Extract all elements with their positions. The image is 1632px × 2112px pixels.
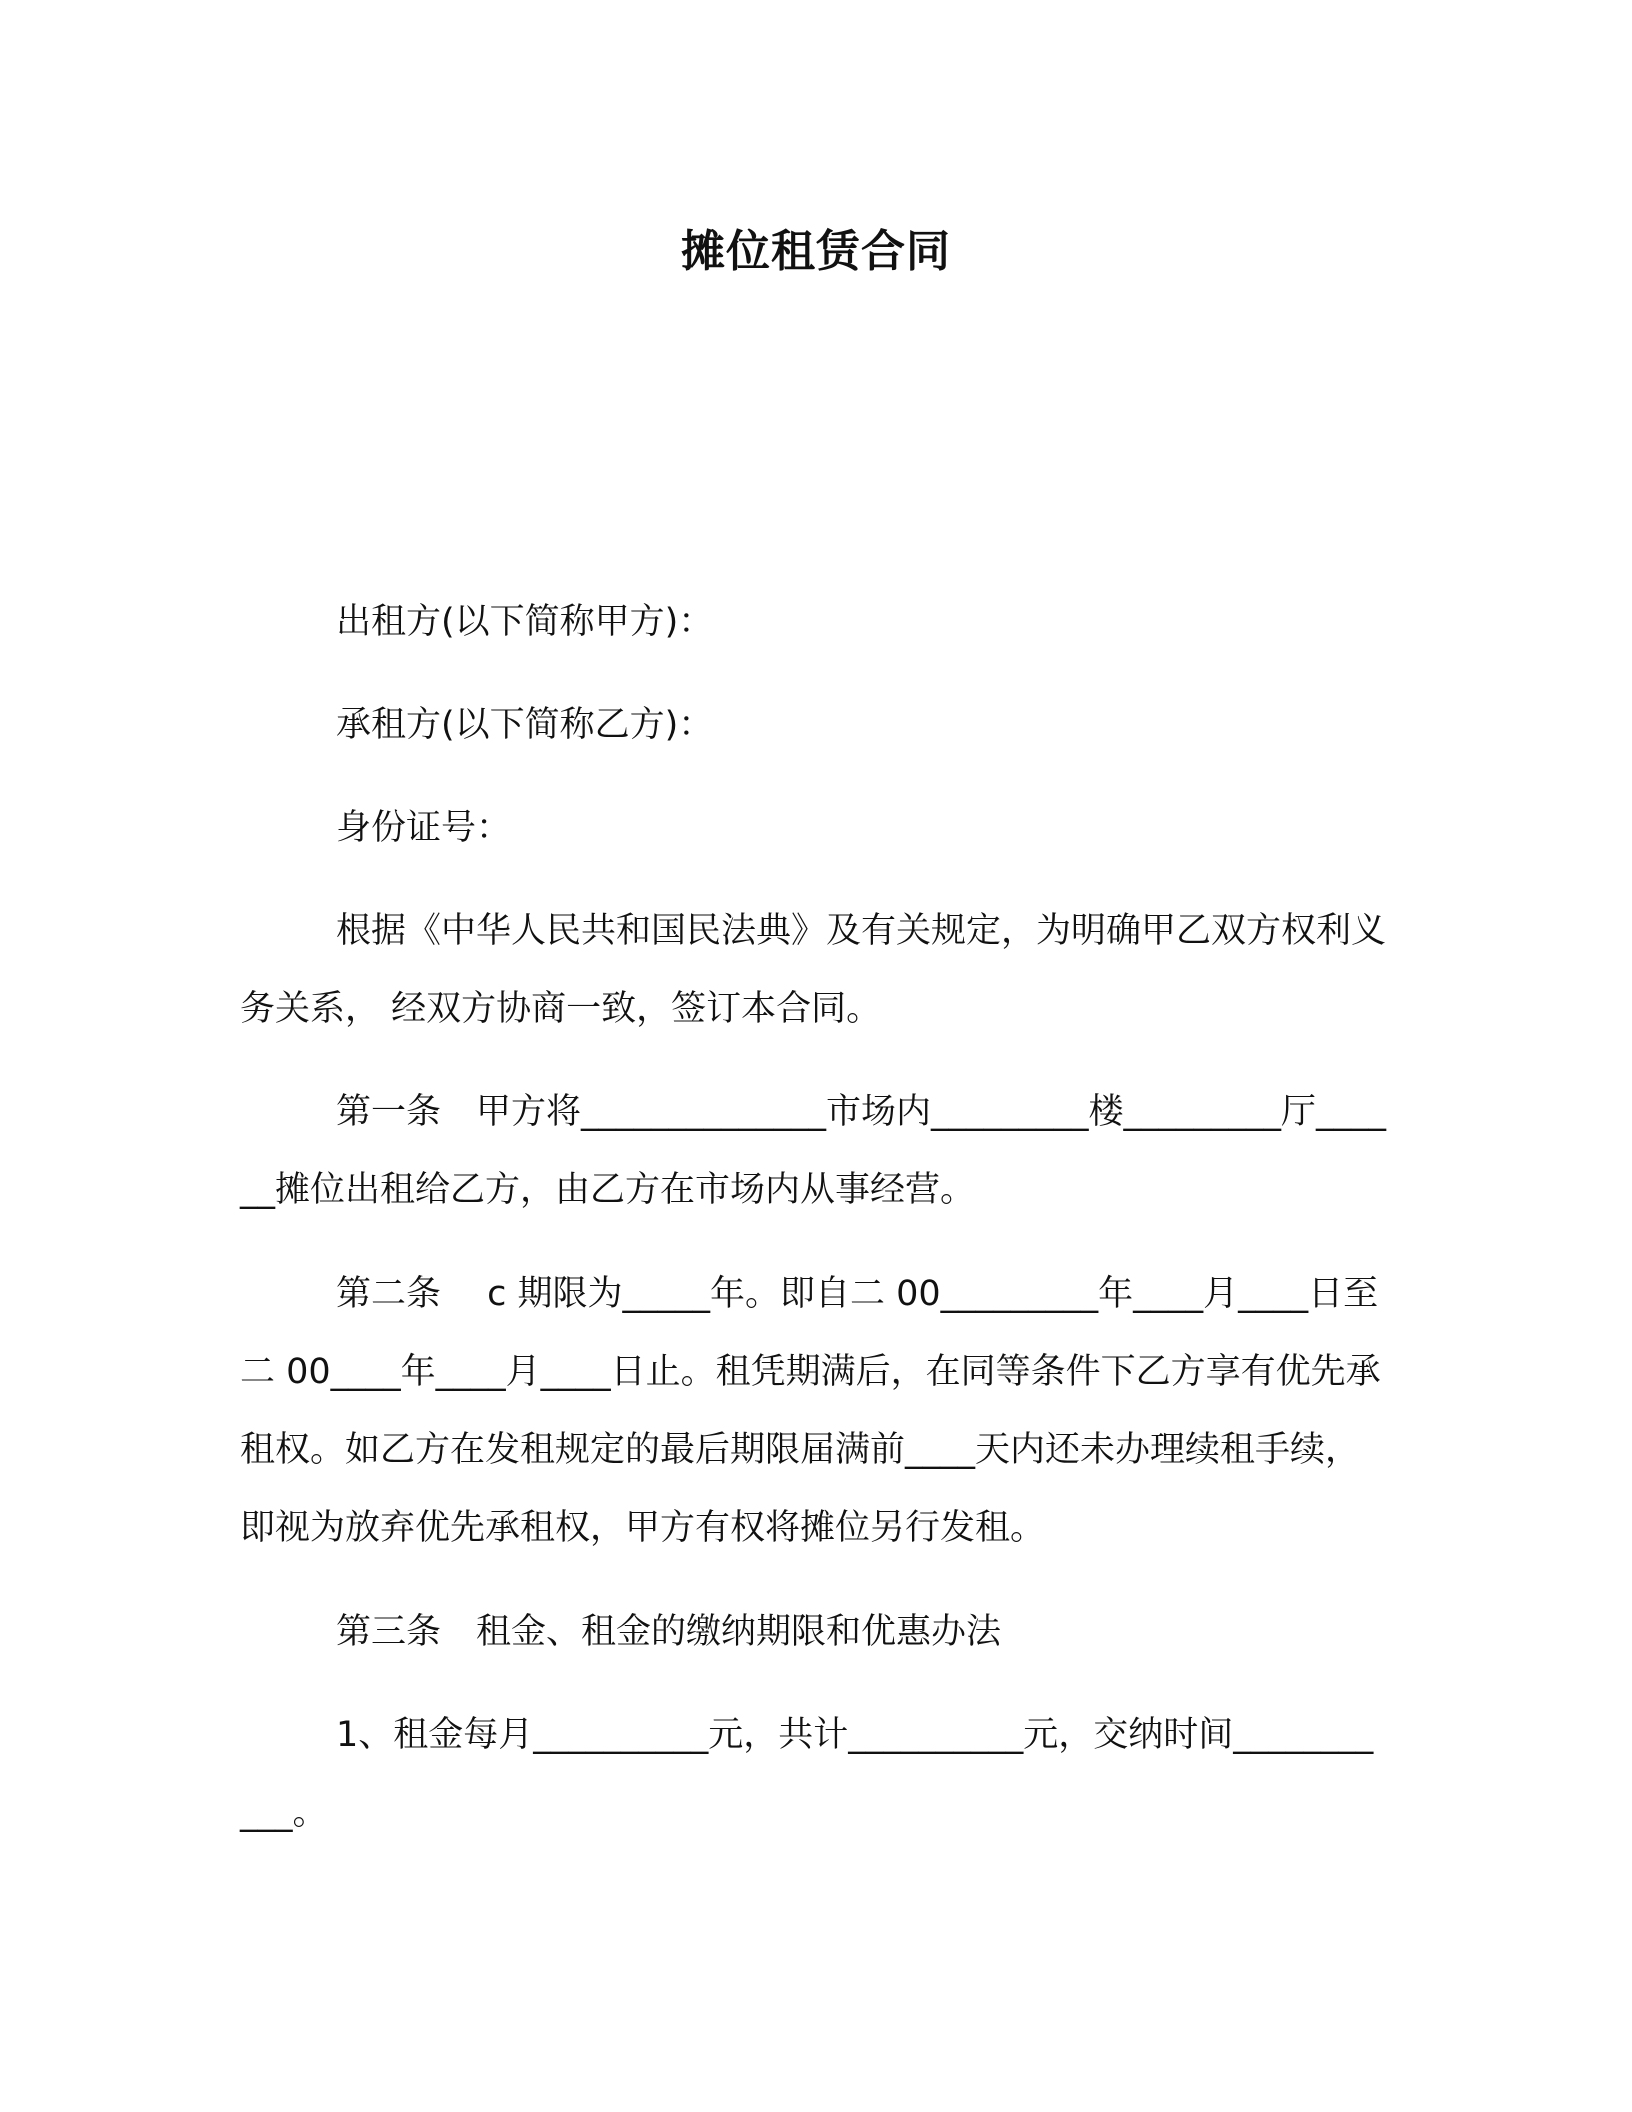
article-1-paragraph: 第一条 甲方将______________市场内_________楼_________厅______摊位出租给乙方，由乙方在市场内从事经营。 — [240, 1092, 1387, 1210]
article-2-paragraph: 第二条 c 期限为_____年。即自二 00_________年____月____日至二 00____年____月____日止。租凭期满后，在同等条件下乙方享有优先承租权。如乙方在发租规定的最后期限届满前____天内还未办理续租手续，即视为放弃优先承租权，甲方有权将摊位另行发租。 — [240, 1274, 1381, 1548]
id-number-line: 身份证号： — [336, 808, 512, 848]
rent-item-1-paragraph: 1、租金每月__________元，共计__________元，交纳时间___________。 — [240, 1715, 1374, 1833]
lessor-line: 出租方(以下简称甲方)： — [336, 602, 714, 642]
legal-basis-paragraph: 根据《中华人民共和国民法典》及有关规定，为明确甲乙双方权利义务关系， 经双方协商一致，签订本合同。 — [240, 911, 1387, 1029]
article-3-heading: 第三条 租金、租金的缴纳期限和优惠办法 — [336, 1612, 1002, 1652]
document-title: 摊位租赁合同 — [681, 226, 951, 277]
lessee-line: 承租方(以下简称乙方)： — [336, 705, 714, 745]
